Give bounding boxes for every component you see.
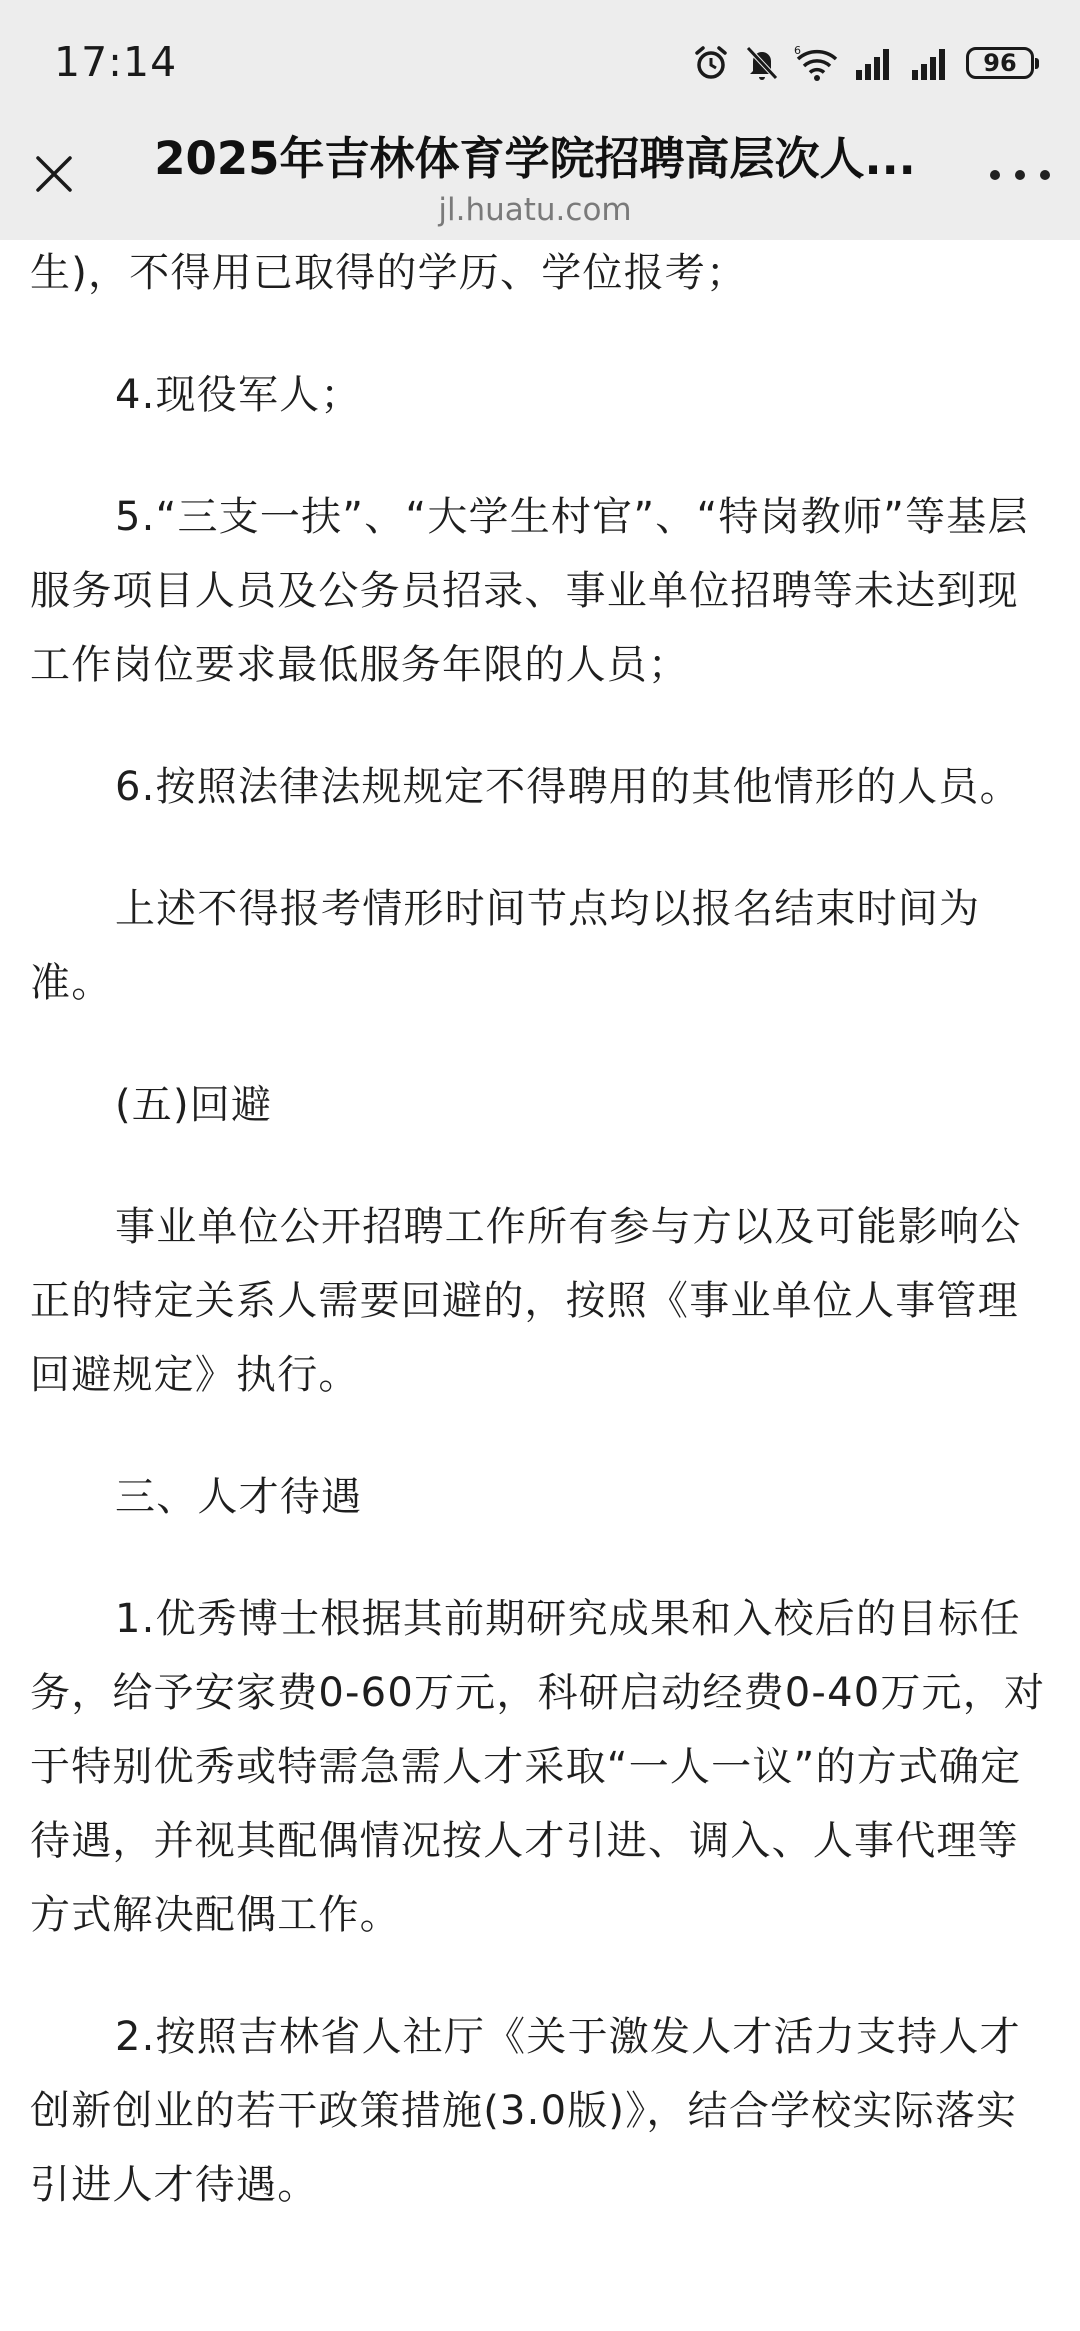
paragraph-benefit-1: 1.优秀博士根据其前期研究成果和入校后的目标任务，给予安家费0-60万元，科研启动经费0-40万元，对于特别优秀或特需急需人才采取“一人一议”的方式确定待遇，并视其配偶情况按人才引进、调入、人事代理等方式解决配偶工作。 (30, 1596, 1046, 1938)
article-body (30, 240, 1050, 2270)
more-dot-icon (1015, 170, 1025, 180)
mute-bell-icon (744, 44, 780, 82)
svg-text:6: 6 (794, 44, 801, 57)
more-dot-icon (1040, 170, 1050, 180)
more-options-button[interactable] (990, 160, 1050, 190)
section-heading-benefits: 三、人才待遇 (115, 1474, 363, 1520)
status-time: 17:14 (54, 38, 178, 86)
more-dot-icon (990, 170, 1000, 180)
nav-bar (0, 120, 1080, 240)
page-title: 2025年吉林体育学院招聘高层次人... (154, 132, 916, 185)
signal-icon (910, 46, 952, 80)
wifi-6-icon (794, 44, 840, 82)
paragraph-continuation: 生)，不得用已取得的学历、学位报考； (30, 250, 748, 296)
alarm-icon (692, 44, 730, 82)
battery-indicator (966, 47, 1034, 79)
paragraph-item-5: 5.“三支一扶”、“大学生村官”、“特岗教师”等基层服务项目人员及公务员招录、事业单位招聘等未达到现工作岗位要求最低服务年限的人员； (30, 494, 1029, 688)
paragraph-item-4: 4.现役军人； (115, 372, 362, 418)
signal-icon (854, 46, 896, 80)
paragraph-item-6: 6.按照法律法规规定不得聘用的其他情形的人员。 (115, 764, 1021, 810)
status-bar (0, 0, 1080, 120)
section-heading-avoidance: (五)回避 (115, 1082, 273, 1128)
paragraph-note: 上述不得报考情形时间节点均以报名结束时间为准。 (30, 886, 981, 1006)
status-icons (692, 42, 1034, 84)
article-content[interactable] (0, 240, 1080, 2331)
close-icon (34, 154, 74, 194)
close-button[interactable] (26, 146, 82, 202)
page-url: jl.huatu.com (438, 192, 632, 228)
paragraph-avoidance: 事业单位公开招聘工作所有参与方以及可能影响公正的特定关系人需要回避的，按照《事业单位人事管理回避规定》执行。 (30, 1204, 1022, 1398)
top-bar (0, 0, 1080, 240)
battery-level: 96 (983, 49, 1017, 77)
paragraph-benefit-2: 2.按照吉林省人社厅《关于激发人才活力支持人才创新创业的若干政策措施(3.0版)》，结合学校实际落实引进人才待遇。 (30, 2014, 1021, 2208)
